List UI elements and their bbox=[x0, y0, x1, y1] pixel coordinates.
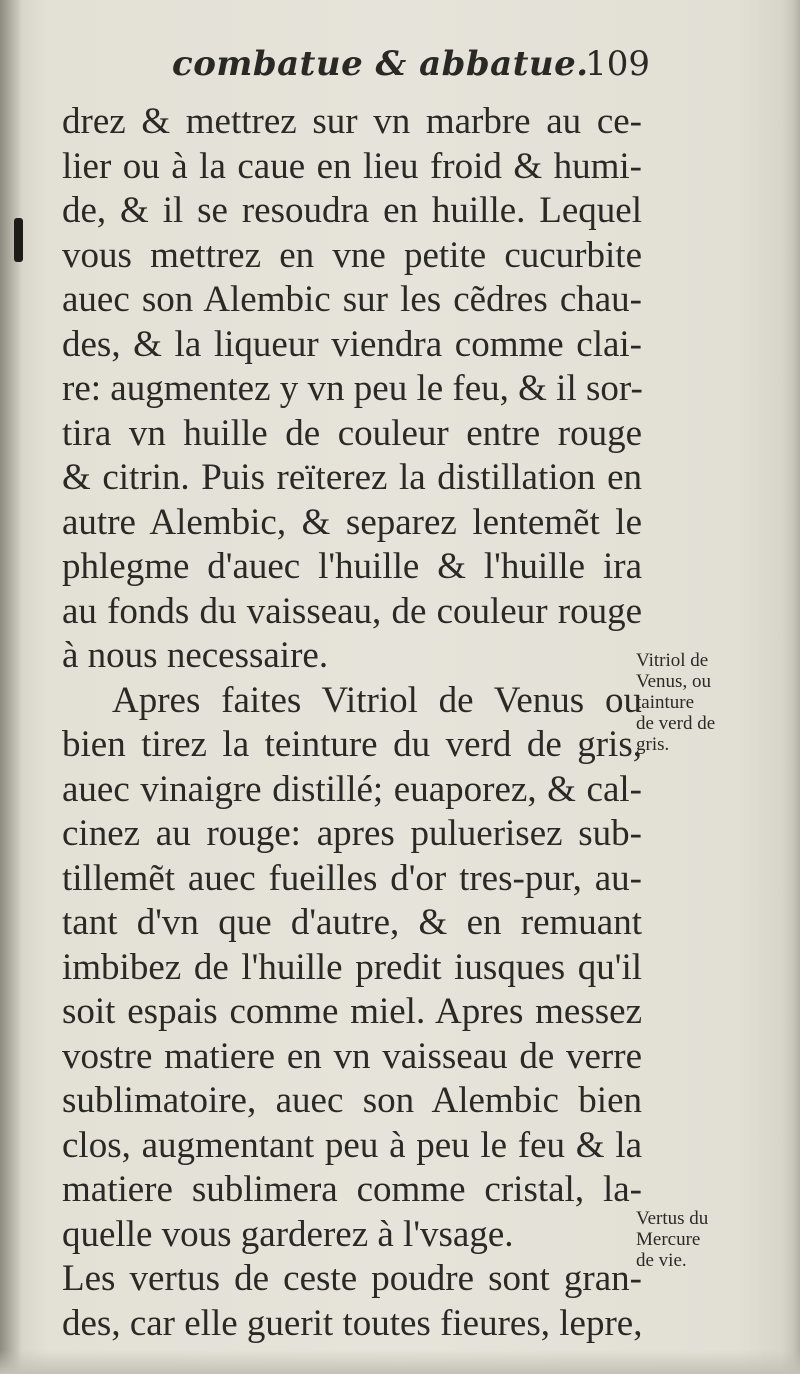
text-line: vous mettrez en vne petite cucurbite bbox=[62, 234, 642, 276]
text-line: cinez au rouge: apres puluerisez sub- bbox=[62, 813, 642, 854]
margin-note-line: Venus, ou bbox=[636, 671, 711, 692]
text-line: & citrin. Puis reïterez la distillation en bbox=[62, 457, 642, 498]
text-line: à nous necessaire. bbox=[62, 635, 329, 676]
margin-note-line: gris. bbox=[636, 734, 670, 755]
text-line: auec vinaigre distillé; euaporez, & cal- bbox=[62, 768, 642, 810]
margin-note-line: de vie. bbox=[636, 1250, 687, 1271]
bottom-edge bbox=[0, 1350, 800, 1374]
text-line: autre Alembic, & separez lentemẽt le bbox=[62, 501, 642, 543]
page-header bbox=[60, 40, 650, 100]
running-head: combatue & abbatue. bbox=[172, 44, 589, 84]
text-line: auec son Alembic sur les cẽdres chau- bbox=[62, 279, 642, 320]
text-line: phlegme d'auec l'huille & l'huille ira bbox=[62, 546, 642, 587]
text-line: drez & mettrez sur vn marbre au ce- bbox=[62, 101, 642, 142]
text-line: lier ou à la caue en lieu froid & humi- bbox=[62, 145, 642, 187]
margin-note-vitriol bbox=[636, 650, 786, 755]
text-line: imbibez de l'huille predit iusques qu'il bbox=[62, 946, 642, 988]
text-line: Les vertus de ceste poudre sont gran- bbox=[62, 1258, 642, 1299]
text-line: bien tirez la teinture du verd de gris, bbox=[62, 724, 642, 765]
text-line: clos, augmentant peu à peu le feu & la bbox=[62, 1124, 642, 1166]
text-line: des, & la liqueur viendra comme clai- bbox=[62, 323, 642, 365]
text-line: matiere sublimera comme cristal, la- bbox=[62, 1169, 642, 1210]
gutter-shadow bbox=[0, 0, 22, 1374]
text-line: tillemẽt auec fueilles d'or tres-pur, au- bbox=[62, 857, 642, 899]
text-line: des, car elle guerit toutes fieures, lepre, bbox=[62, 1302, 643, 1344]
text-line: tant d'vn que d'autre, & en remuant bbox=[62, 902, 642, 943]
text-line: de, & il se resoudra en huille. Lequel bbox=[62, 190, 642, 231]
text-line: tira vn huille de couleur entre rouge bbox=[62, 412, 642, 454]
margin-note-line: Mercure bbox=[636, 1229, 701, 1250]
text-line: quelle vous garderez à l'vsage. bbox=[62, 1213, 514, 1255]
margin-note-line: Vertus du bbox=[636, 1208, 709, 1229]
margin-note-vertus bbox=[636, 1208, 786, 1271]
text-line: Apres faites Vitriol de Venus ou bbox=[112, 679, 642, 721]
margin-note-line: tainture bbox=[636, 692, 695, 713]
ink-mark bbox=[14, 218, 23, 262]
text-line: soit espais comme miel. Apres messez bbox=[62, 991, 642, 1032]
page-number: 109 bbox=[585, 44, 650, 84]
text-line: vostre matiere en vn vaisseau de verre bbox=[62, 1035, 642, 1077]
text-line: re: augmentez y vn peu le feu, & il sor- bbox=[62, 368, 643, 409]
text-line: sublimatoire, auec son Alembic bien bbox=[62, 1080, 642, 1121]
body-text bbox=[62, 100, 642, 1346]
text-line: au fonds du vaisseau, de couleur rouge bbox=[62, 590, 642, 632]
margin-note-line: de verd de bbox=[636, 713, 716, 734]
margin-note-line: Vitriol de bbox=[636, 650, 709, 671]
